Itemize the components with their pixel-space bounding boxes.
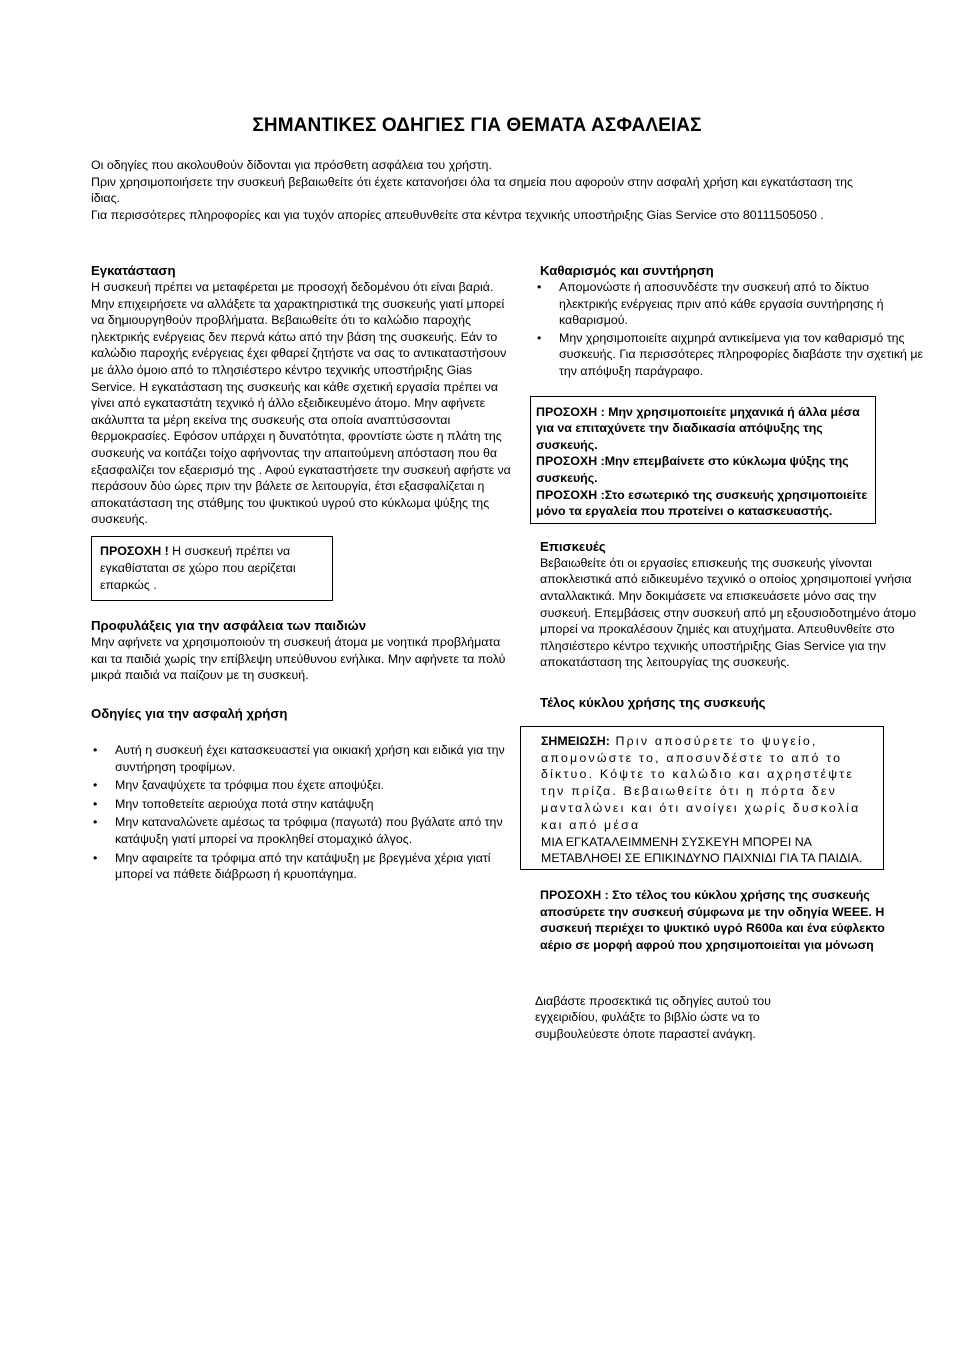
installation-warning-label: ΠΡΟΣΟΧΗ ! (100, 543, 169, 558)
installation-heading: Εγκατάσταση (91, 263, 176, 278)
intro-line-2: Πριν χρησιμοποιήσετε την συσκευή βεβαιωθείτε ότι έχετε κατανοήσει όλα τα σημεία που αφορούν στην ασφαλή χρήση και εγκατάσταση της ίδιας. (91, 174, 853, 206)
list-item: • Μην καταναλώνετε αμέσως τα τρόφιμα (παγωτά) που βγάλατε από την κατάψυξη γιατί μπορεί να προκληθεί στομαχικό άλγος. (115, 814, 511, 847)
end-of-life-note-box (520, 726, 884, 870)
end-of-life-note-label: ΣΗΜΕΙΩΣΗ: (541, 733, 610, 748)
children-text: Μην αφήνετε να χρησιμοποιούν τη συσκευή άτομα με νοητικά προβλήματα και τα παιδιά χωρίς την επίβλεψη υπεύθυνου ενήλικα. Μην αφήνετε τα πολύ μικρά παιδιά να παίζουν με τη συσκευή. (91, 635, 506, 683)
intro (91, 157, 871, 223)
cleaning-warning-2: ΠΡΟΣΟΧΗ :Μην επεμβαίνετε στο κύκλωμα ψύξης της συσκευής. (536, 454, 849, 485)
cleaning-list (535, 279, 925, 380)
list-item: • Μην τοποθετείτε αεριούχα ποτά στην κατάψυξη (115, 796, 511, 813)
installation-text: Η συσκευή πρέπει να μεταφέρεται με προσοχή δεδομένου ότι είναι βαριά. Μην επιχειρήσετε να αλλάξετε τα χαρακτηριστικά της συσκευής γιατί μπορεί να δημιουργηθούν προβλήματα. Βεβαιωθείτε ότι το καλώδιο παροχής ηλεκτρικής ενέργειας δεν περνά κάτω από την βάση της συσκευής. Εάν το καλώδιο παροχής ενέργειας έχει φθαρεί ζητήστε να σας το αντικαταστήσουν με άλλο όμοιο από το πλησιέστερο κέντρο τεχνικής υποστήριξης Gias Service. Η εγκατάσταση της συσκευής και κάθε σχετική εργασία πρέπει να γίνει από εγκαταστάτη τεχνικό ή άλλο εξειδικευμένο άτομο. Μην αφήνετε ακάλυπτα τα μέρη εκείνα της συσκευής στα οποία αναπτύσσονται θερμοκρασίες. Εφόσον υπάρχει η δυνατότητα, φροντίστε ώστε η πλάτη της συσκευής να κοιτάζει τοίχο αφήνοντας την απαιτούμενη απόσταση που θα εξασφαλίζει τον εξαερισμό της . Αφού εγκαταστήσετε την συσκευή αφήστε να περάσουν δύο ώρες πριν την βάλετε σε λειτουργία, έτσι εξασφαλίζεται η αποκατάσταση της στάθμης του ψυκτικού υγρού στο κύκλωμα ψύξης της συσκευής. (91, 280, 511, 527)
list-item: • Μην χρησιμοποιείτε αιχμηρά αντικείμενα για τον καθαρισμό της συσκευής. Για περισσότερες πληροφορίες διαβάστε την σχετική με την απόψυξη παράγραφο. (559, 330, 925, 380)
intro-line-1: Οι οδηγίες που ακολουθούν δίδονται για πρόσθετη ασφάλεια του χρήστη. (91, 158, 492, 172)
left-column (91, 262, 511, 883)
end-of-life-note-caps: ΜΙΑ ΕΓΚΑΤΑΛΕΙΜΜΕΝΗ ΣΥΣΚΕΥΗ ΜΠΟΡΕΙ ΝΑ ΜΕΤΑΒΛΗΘΕΙ ΣΕ ΕΠΙΚΙΝΔΥΝΟ ΠΑΙΧΝΙΔΙ ΓΙΑ ΤΑ ΠΑΙΔΙΑ. (541, 834, 863, 866)
installation-warning-text: Η συσκευή πρέπει να εγκαθίσταται σε χώρο που αερίζεται επαρκώς . (100, 543, 296, 592)
intro-line-3: Για περισσότερες πληροφορίες και για τυχόν απορίες απευθυνθείτε στα κέντρα τεχνικής υποστήριξης Gias Service στο 80111505050 . (91, 207, 824, 222)
repairs-heading: Επισκευές (540, 538, 606, 554)
list-item: • Απομονώστε ή αποσυνδέστε την συσκευή από το δίκτυο ηλεκτρικής ενέργειας πριν από κάθε εργασία συντήρησης ή καθαρισμού. (559, 279, 925, 329)
installation-warning-box (91, 536, 333, 601)
safe-use-heading: Οδηγίες για την ασφαλή χρήση (91, 706, 288, 722)
right-column (535, 262, 925, 1042)
cleaning-warning-3: ΠΡΟΣΟΧΗ :Στο εσωτερικό της συσκευής χρησιμοποιείτε μόνο τα εργαλεία που προτείνει ο κατασκευαστής. (536, 487, 868, 519)
repairs-text: Βεβαιωθείτε ότι οι εργασίες επισκευής της συσκευής γίνονται αποκλειστικά από ειδικευμένο τεχνικό ο οποίος χρησιμοποιεί γνήσια ανταλλακτικά. Μην δοκιμάσετε να επισκευάσετε μόνο σας την συσκευή. Επεμβάσεις στην συσκευή από μη εξουσιοδοτημένο άτομο μπορεί να προκαλέσουν ζημιές και ατυχήματα. Απευθυνθείτε στο πλησιέστερο κέντρο τεχνικής υποστήριξης Gias Service για την αποκατάσταση της λειτουργίας της συσκευής. (540, 555, 917, 670)
page-title: ΣΗΜΑΝΤΙΚΕΣ ΟΔΗΓΙΕΣ ΓΙΑ ΘΕΜΑΤΑ ΑΣΦΑΛΕΙΑΣ (252, 115, 702, 136)
list-item: • Αυτή η συσκευή έχει κατασκευαστεί για οικιακή χρήση και ειδικά για την συντήρηση τροφίμων. (115, 742, 511, 775)
list-item: • Μην αφαιρείτε τα τρόφιμα από την κατάψυξη με βρεγμένα χέρια γιατί μπορεί να πάθετε διάβρωση ή κρυοπάγημα. (115, 850, 511, 883)
end-of-life-note-text: Πριν αποσύρετε το ψυγείο, απομονώστε το, αποσυνδέστε το από το δίκτυο. Κόψτε το καλώδιο και αχρηστέψτε την πρίζα. Βεβαιωθείτε ότι η πόρτα δεν μανταλώνει και ότι ανοίγει χωρίς δυσκολία και από μέσα (541, 733, 861, 832)
cleaning-heading: Καθαρισμός και συντήρηση (540, 263, 714, 278)
cleaning-warning-1: ΠΡΟΣΟΧΗ : Μην χρησιμοποιείτε μηχανικά ή άλλα μέσα για να επιταχύνετε την διαδικασία απόψυξης της συσκευής. (536, 404, 860, 452)
closing-text: Διαβάστε προσεκτικά τις οδηγίες αυτού του εγχειριδίου, φυλάξτε το βιβλίο ώστε να το συμβουλεύεστε όποτε παραστεί ανάγκη. (535, 993, 771, 1041)
cleaning-warning-box (530, 396, 876, 524)
weee-warning: ΠΡΟΣΟΧΗ : Στο τέλος του κύκλου χρήσης της συσκευής αποσύρετε την συσκευή σύμφωνα με την οδηγία WEEE. Η συσκευή περιέχει το ψυκτικό υγρό R600a και ένα εύφλεκτο αέριο σε μορφή αφρού που χρησιμοποιείται για μόνωση (540, 888, 885, 953)
children-heading: Προφυλάξεις για την ασφάλεια των παιδιών (91, 618, 367, 634)
list-item: • Μην ξαναψύχετε τα τρόφιμα που έχετε αποψύξει. (115, 777, 511, 794)
safe-use-list (91, 742, 511, 883)
end-of-life-heading: Τέλος κύκλου χρήσης της συσκευής (540, 694, 766, 710)
